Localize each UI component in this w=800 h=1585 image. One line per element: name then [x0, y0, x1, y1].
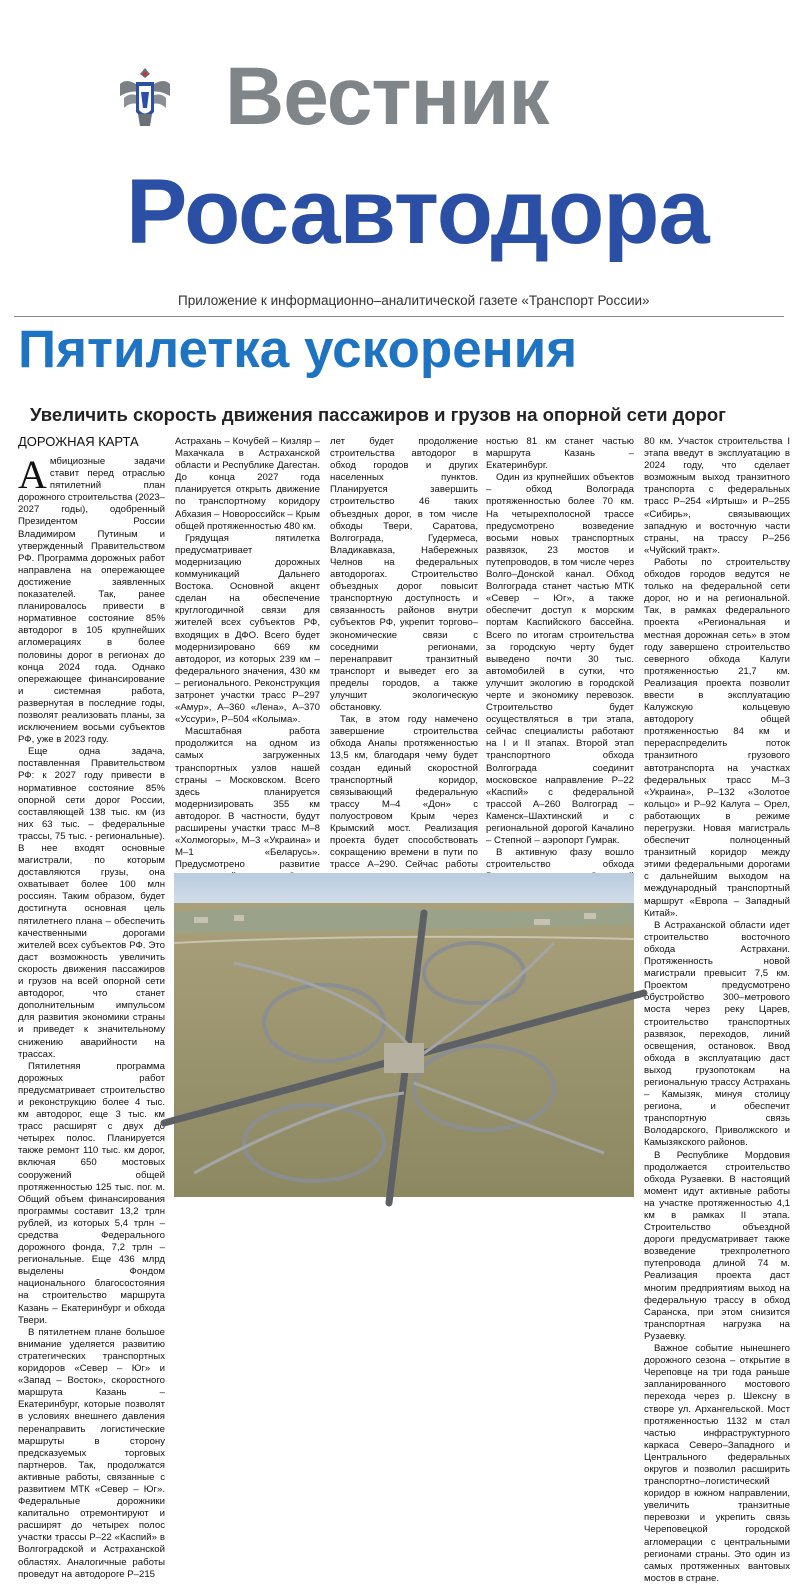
- paragraph: 80 км. Участок строительства I этапа введут в эксплуатацию в 2024 году, что сделает возможным выход транзитного транспорта с федеральных трасс Р–254 «Иртыш» и Р–255 «Сибирь», связывающих западную и восточную части страны, на трассу Р–256 «Чуйский тракт».: [644, 436, 790, 556]
- masthead-supplement-note: Приложение к информационно–аналитической газете «Транспорт России»: [178, 293, 650, 308]
- masthead-title-line1: Вестник: [225, 51, 549, 142]
- rosavtodor-emblem-logo: [116, 62, 174, 134]
- article-headline: Пятилетка ускорения: [18, 320, 578, 379]
- paragraph: Грядущая пятилетка предусматривает модернизацию дорожных коммуникаций Дальнего Востока. Основной акцент сделан на обеспечение круглогодичной связи для жителей всех субъектов РФ, входящих в ДФО. Всего будет модернизировано 669 км автодорог, из которых 239 км – федерального значения, 430 км – регионального. Реконструкция затронет участки трасс Р–297 «Амур», А–360 «Лена», А–370 «Уссури», Р–504 «Колыма».: [175, 532, 320, 726]
- paragraph: Астрахань – Кочубей – Кизляр – Махачкала в Астраханской области и Республике Дагестан. До конца 2027 года планируется открыть движение по транспортному коридору Абхазия – Новороссийск – Крым общей протяженностью 480 км.: [175, 436, 320, 532]
- article-column-1: [18, 452, 166, 1580]
- paragraph: Пятилетняя программа дорожных работ предусматривает строительство и реконструкцию более 4 тыс. км автодорог, еще 3 тыс. км трасс расширят с двух до четырех полос. Планируется также ремонт 110 тыс. км дорог, включая 650 мостовых сооружений общей протяженностью 125 тыс. пог. м. Общий объем финансирования программы составит 13,2 трлн рублей, из которых 5,4 трлн – средства Федерального дорожного фонда, 7,2 трлн – региональные. Еще 436 млрд выделены Фондом национального благосостояния на строительство маршрута Казань – Екатеринбург и обхода Твери.: [18, 1060, 165, 1326]
- masthead-divider: [14, 316, 784, 317]
- article-column-4: [486, 436, 634, 871]
- paragraph: лет будет продолжение строительства автодорог в обход городов и других населенных пунктов. Планируется завершить строительство 46 таких объездных дорог, в том числе обходы Твери, Саратова, Волгограда, Гудермеса, Владикавказа, Набережных Челнов на федеральных автодорогах. Строительство объездных дорог повысит транспортную доступность и связанность районов внутри субъектов РФ, укрепит торгово–экономические связи с соседними регионами, перенаправит транзитный транспорт и выведет его за пределы городов, а также улучшит экологическую обстановку.: [330, 436, 478, 714]
- paragraph: Еще одна задача, поставленная Правительством РФ: к 2027 году привести в нормативное состояние 85% опорной сети дорог России, составляющей 138 тыс. км (из них 63 тыс. – федеральные трассы, 75 тыс. - региональные). В нее входят основные магистрали, по которым доставляются грузы, она охватывает более 100 млн россиян. Таким образом, будет достигнута основная цель пятилетнего плана – обеспечить качественными дорогами жителей всех субъектов РФ. Это даст возможность увеличить скорость движения пассажиров и грузов на всей опорной сети автодорог, что станет дополнительным импульсом для развития экономики страны и приведет к значительному снижению аварийности на трассах.: [18, 746, 165, 1060]
- paragraph: В Астраханской области идет строительство восточного обхода Астрахани. Протяженность новой магистрали превысит 7,5 км. Проектом предусмотрено обустройство 300–метрового моста через реку Царев, строительство транспортных развязок, переходов, линий освещения, остановок. Ввод обхода в эксплуатацию даст выход грузопотокам на региональную трассу Астрахань – Камызяк, минуя столицу региона, и обеспечит транспортную связь Володарского, Приволжского и Камызякского районов.: [644, 919, 790, 1149]
- paragraph: Работы по строительству обходов городов ведутся не только на федеральной сети дорог, но и на региональной. Так, в рамках федерального проекта «Региональная и местная дорожная сеть» в этом году завершено строительство северного обхода Калуги протяженностью 21,7 км. Реализация проекта позволит ввести в эксплуатацию Калужскую кольцевую автодорогу общей протяженностью 84 км и перераспределить поток транзитного грузового автотранспорта на участках федеральных трасс М–3 «Украина», Р–132 «Золотое кольцо» и Р–92 Калуга – Орел, работающих в режиме перегрузки. Новая магистраль обеспечит полноценный транзитный коридор между этими федеральными дорогами с дальнейшим выходом на международный транспортный маршрут «Европа – Западный Китай».: [644, 556, 790, 919]
- highway-interchange-photo: [174, 873, 634, 1197]
- article-column-2: [175, 436, 320, 871]
- paragraph: В пятилетнем плане большое внимание уделяется развитию стратегических транспортных коридоров «Север – Юг» и «Запад – Восток», скоростного маршрута Казань – Екатеринбург, которые позволят в условиях внешнего давления перенаправить логистические маршруты в сторону предсказуемых торговых партнеров. Так, продолжатся активные работы, связанные с развитием МТК «Север – Юг». Федеральные дорожники капитально отремонтируют и расширят до четырех полос участки трассы Р–22 «Каспий» в Волгоградской и Астраханской областях. Аналогичные работы проведут на автодороге Р–215: [18, 1326, 165, 1580]
- article-column-3: [330, 436, 478, 871]
- paragraph: Один из крупнейших объектов – обход Волограда протяженностью более 70 км. На четырехполосной трассе предусмотрено возведение восьми новых транспортных развязок, 23 мостов и путепроводов, в том числе через Волго–Донской канал. Обход Волгограда станет частью МТК «Север – Юг», а также обеспечит доступ к морским портам Каспийского бассейна. Всего по итогам строительства за городскую черту будет выведено почти 30 тыс. автомобилей в сутки, что улучшит экологию в городской черте и экономику перевозок. Строительство будет осуществляться в три этапа, сейчас специалисты работают на I и II этапах. Второй этап транспортного обхода Волгограда соединит московское направление Р–22 «Каспий» с федеральной трассой А–260 Волгоград – Каменск–Шахтинский и с региональной дорогой Качалино – Степной – аэропорт Гумрак.: [486, 472, 634, 847]
- article-column-5: [644, 436, 790, 1584]
- paragraph: В Республике Мордовия продолжается строительство обхода Рузаевки. В настоящий момент идут активные работы на участке протяженностью 4,1 км в рамках II этапа. Строительство объездной дороги предусматривает также возведение трехпролетного путепровода длиной 74 м. Реализация проекта даст многим предприятиям выход на федеральную трассу в обход Саранска, при этом снизится транспортная нагрузка на Рузаевку.: [644, 1149, 790, 1342]
- paragraph: мбициозные задачи ставит перед отраслью пятилетний план дорожного строительства (2023–2027 годы), одобренный Президентом России Владимиром Путиным и утвержденный Правительством РФ. Программа дорожных работ направлена на опережающее достижение заявленных показателей. Так, ранее планировалось привести в нормативное состояние 85% автодорог в 105 крупнейших агломерациях в более половины дорог в регионах до конца 2024 года. Однако опережающее финансирование и системная работа, развернутая в последние годы, позволят реализовать планы, за исключением восьми субъектов РФ, уже в 2023 году.: [18, 456, 166, 746]
- paragraph: В активную фазу вошло строительство обхода: [486, 847, 634, 871]
- paragraph: ностью 81 км станет частью маршрута Казань – Екатеринбург.: [486, 436, 634, 472]
- article-subhead: Увеличить скорость движения пассажиров и грузов на опорной сети дорог: [30, 404, 726, 425]
- paragraph: Масштабная работа продолжится на одном из самых загруженных транспортных узлов нашей страны – Московском. Всего здесь планируется модернизировать 355 км автодорог. В частности, будут расширены участки трасс М–8 «Холмогоры», М–3 «Украина» и М–1 «Беларусь». Предусмотрено развитие: [175, 726, 320, 871]
- paragraph: Важное событие нынешнего дорожного сезона – открытие в Череповце на три года раньше запланированного мостового перехода через р. Шексну в створе ул. Архангельской. Мост протяженностью 1132 м стал частью инфраструктурного каркаса Северо–Западного и Центрального федеральных округов и позволил расширить транспортно–логистический коридор в южном направлении, увеличить транзитные перевозки и укрепить связь Череповецкой городской агломерации с центральными регионами страны. Это один из самых протяженных вантовых мостов в стране.: [644, 1343, 790, 1584]
- drop-cap: А: [18, 452, 47, 497]
- masthead-title-line2: Росавтодора: [126, 161, 709, 263]
- article-rubric: ДОРОЖНАЯ КАРТА: [18, 434, 139, 449]
- paragraph: Так, в этом году намечено завершение строительства обхода Анапы протяженностью 13,5 км, благодаря чему будет создан единый скоростной транспортный коридор, связывающий федеральную трассу М–4 «Дон» с полуостровом Крым через Крымский мост. Реализация проекта будет способствовать сокращению времени в пути по трассе А–290. Сейчас работы: [330, 714, 478, 871]
